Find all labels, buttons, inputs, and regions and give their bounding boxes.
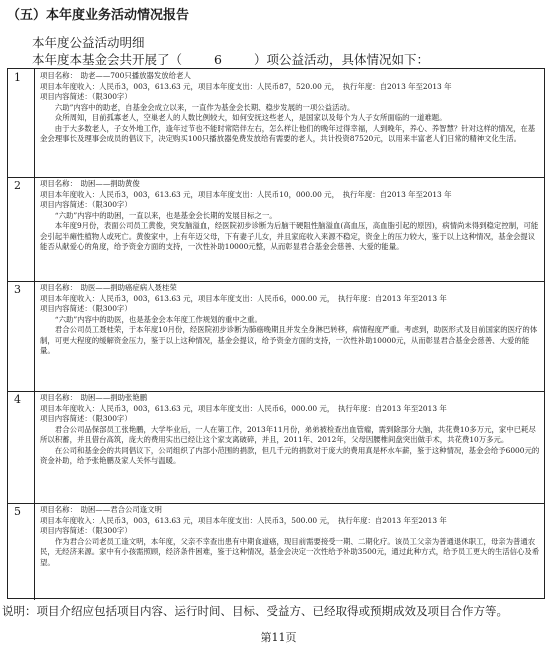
project-name: 项目名称： 助困——捐助黄俊: [40, 179, 140, 188]
project-intro-label: 项目内容简述：（限300字）: [40, 92, 132, 101]
project-finance: 项目本年度收入：人民币3，003，613.63 元，项目本年度支出：人民币3，500.00 元， 执行年度：自2013 年至2013 年: [40, 515, 447, 525]
project-name: 项目名称： 助老——700只播放器发放给老人: [40, 71, 191, 80]
table-row: [8, 503, 544, 600]
row-index-cell: [8, 69, 35, 177]
row-index: 5: [14, 505, 21, 518]
project-name: 项目名称： 助困——捐助张艳鹏: [40, 393, 148, 402]
project-description: 君合公司员工聂桂荣，于本年度10月份，经医院初步诊断为肺癌晚期且并发全身淋巴转移，病情程度严重。考虑到，助医形式及目前国家的医疗的体制，可更大程度的缓解资金压力，鉴于以上这种情况，基金会提议，给予资金方面的支持，一次性补助10000元，从而彰显君合基金会慈善、大爱的能量。: [40, 325, 538, 355]
project-intro-label: 项目内容简述：（限300字）: [40, 200, 132, 209]
table-row: [8, 177, 544, 282]
row-index-cell: [8, 177, 35, 281]
row-index-cell: [8, 503, 35, 600]
activity-table: [7, 68, 545, 599]
row-index: 3: [14, 283, 21, 296]
intro-prefix: 本年度本基金会共开展了（: [32, 52, 183, 67]
table-row: [8, 281, 544, 392]
row-index: 4: [14, 393, 21, 406]
intro-heading: 本年度公益活动明细: [32, 35, 145, 50]
project-description: 众所周知，目前孤寡老人，空巢老人的人数比例较大，如何安抚这些老人，是国家以及每个为人子女所面临的一道难题。: [54, 113, 447, 122]
project-content: [40, 179, 540, 253]
project-description: 六助”内容中的助老，自基金会成立以来，一直作为基金会长期、稳步发展的一项公益活动。: [54, 102, 355, 112]
activity-count: 6: [214, 52, 222, 67]
table-row: [8, 69, 544, 178]
project-description: 本年度9月份，表面公司员工黄俊，突发脑溢血，经医院初步诊断为后脑干硬阻性脑溢血(高血压，高血脂引起的原因)，病情尚未得到稳定控制，可能会引起半瘫性植物人或死亡。黄俊家中，上有年迈父母，下有妻子儿女，并且家庭收入来源不稳定，资金上的压力较大，鉴于以上这种情况，基金会提议能否从献爱心的角度，给予资金方面的支持，一次性补助10000元整，从而彰显君合基金会慈善、大爱的能量。: [40, 221, 539, 251]
row-index-cell: [8, 281, 35, 391]
project-description: 由于大多数老人，子女外地工作，逢年过节也不能时常陪伴左右，怎么样让他们的晚年过得幸福，人到晚年，养心、养智慧？针对这样的情况，在基金会理事长及理事会成员的倡议下，决定购买100只播放器免费发放给有需要的老人，共计投资87520元，以用来丰富老人们日常的精神文化生活。: [40, 123, 536, 143]
row-index: 1: [14, 71, 21, 84]
footnote: 说明：项目介绍应包括项目内容、运行时间、目标、受益方、已经取得或预期成效及项目合作方等。: [2, 604, 508, 618]
project-content: [40, 283, 540, 357]
project-name: 项目名称： 助医——捐助癌症病人聂桂荣: [40, 283, 177, 292]
project-finance: 项目本年度收入：人民币3，003，613.63 元，项目本年度支出：人民币87，520.00 元， 执行年度：自2013 年至2013 年: [40, 81, 452, 91]
project-description: “六助”内容中的助困，一直以来，也是基金会长期的发展目标之一。: [54, 210, 277, 220]
project-description: 君合公司品保部员工张艳鹏，大学毕业后，一人在第工作，2013年11月份，弟弟被检查出血管瘤，需到除部分大脑，共花费10多万元，家中已耗尽所以积蓄，并且借台高筑，庞大的费用实出已经让这个家支离破碎，并且，2011年、2012年，父母因腰椎间盘突出做手术，共花费10万多元。: [40, 424, 536, 444]
intro-suffix: ）项公益活动，具体情况如下：: [254, 52, 430, 67]
row-index-cell: [8, 391, 35, 503]
row-index: 2: [14, 179, 21, 192]
project-finance: 项目本年度收入：人民币3，003，613.63 元，项目本年度支出：人民币6，000.00 元， 执行年度：自2013 年至2013 年: [40, 403, 447, 413]
project-content: [40, 393, 540, 467]
table-row: [8, 391, 544, 504]
project-finance: 项目本年度收入：人民币3，003，613.63 元，项目本年度支出：人民币6，000.00 元， 执行年度：自2013 年至2013 年: [40, 293, 447, 303]
project-description: “六助”内容中的助医，也是基金会本年度工作规划的重中之重。: [54, 314, 262, 324]
project-intro-label: 项目内容简述：（限300字）: [40, 526, 132, 535]
project-finance: 项目本年度收入：人民币3，003，613.63 元，项目本年度支出：人民币10，000.00 元， 执行年度：自2013 年至2013 年: [40, 189, 452, 199]
activity-count-line: [32, 50, 429, 68]
section-title: （五）本年度业务活动情况报告: [7, 8, 190, 23]
project-content: [40, 71, 540, 145]
project-description: 在公司和基金会的共同倡议下，公司组织了内部小范围的捐款，但几千元的捐款对于庞大的费用真是杯水车薪，鉴于这种情况，基金会给予6000元的资金补助，给予张艳鹏及家人关怀与温暖。: [40, 445, 540, 465]
project-intro-label: 项目内容简述：（限300字）: [40, 414, 132, 423]
project-intro-label: 项目内容简述：（限300字）: [40, 304, 132, 313]
project-description: 作为君合公司老员工逢文明，本年度，父亲不幸查出患有中期食道癌，现目前需要接受一期、二期化疗。该员工父亲为普通退休职工，母亲为普通农民，无经济来源。家中有小孩需照顾，经济条件困难，鉴于这种情况，基金会决定一次性给予补助3500元，通过此种方式，给予员工更大的生活信心及希望。: [40, 536, 540, 567]
project-content: [40, 505, 540, 568]
page-number: 第11页: [260, 631, 297, 644]
project-name: 项目名称： 助困——君合公司逢文明: [40, 505, 162, 514]
